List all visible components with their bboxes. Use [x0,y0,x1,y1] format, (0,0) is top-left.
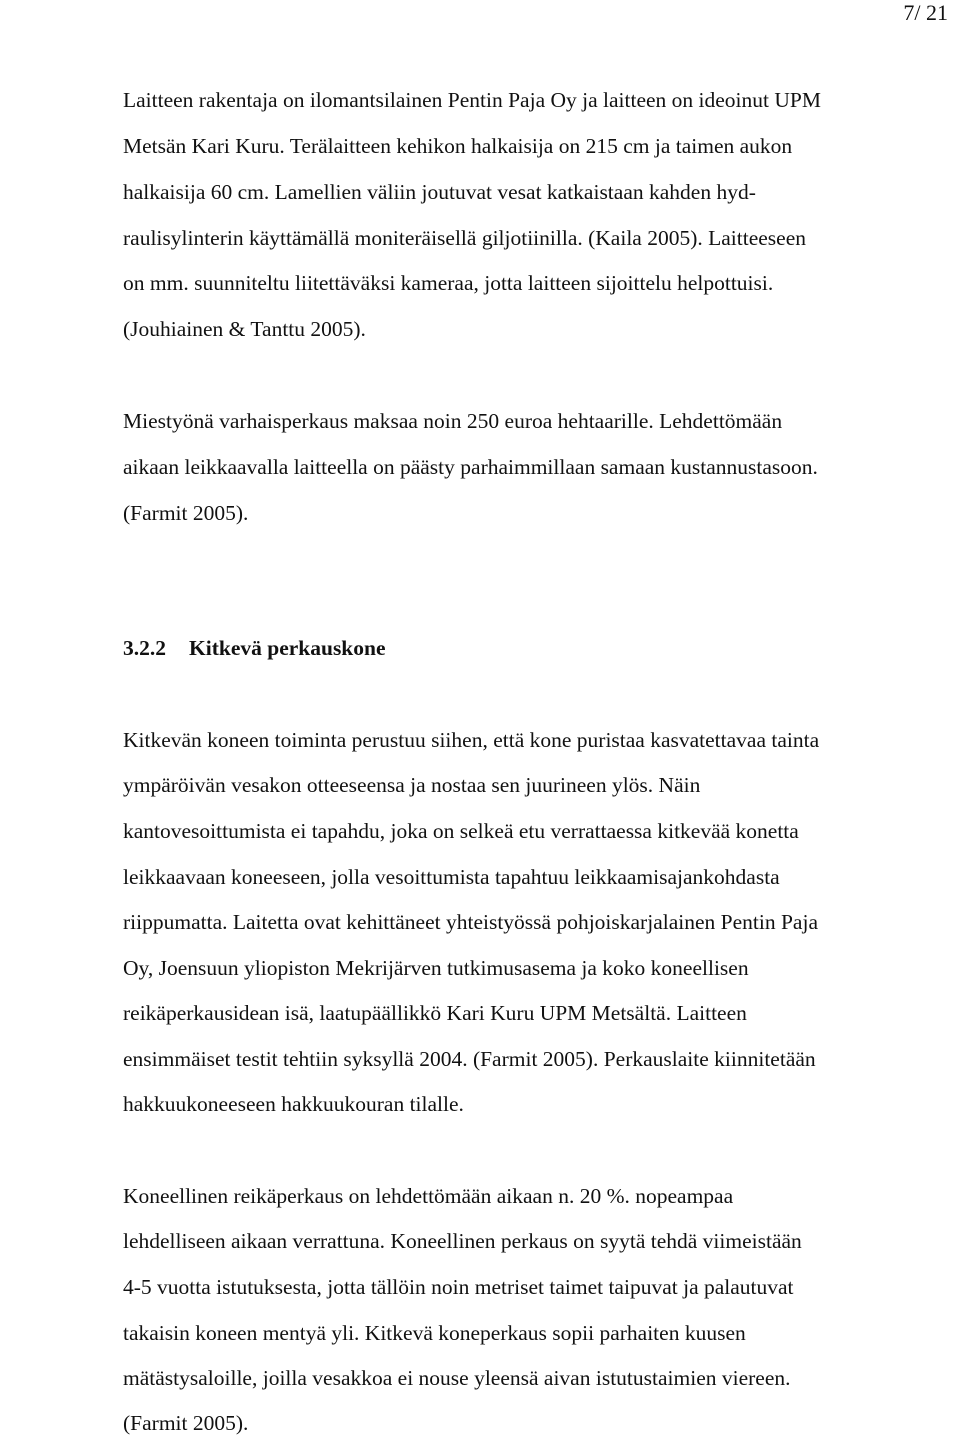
paragraph-1-line: Metsän Kari Kuru. Terälaitteen kehikon halkaisija on 215 cm ja taimen aukon [123,134,793,158]
paragraph-3-line: hakkuukoneeseen hakkuukouran tilalle. [123,1092,464,1116]
paragraph-1-line: raulisylinterin käyttämällä moniteräisellä giljotiinilla. (Kaila 2005). Laitteeseen [123,226,807,250]
paragraph-1-line: halkaisija 60 cm. Lamellien väliin joutuvat vesat katkaistaan kahden hyd- [123,180,756,204]
paragraph-1-line: Laitteen rakentaja on ilomantsilainen Pentin Paja Oy ja laitteen on ideoinut UPM [123,88,821,112]
paragraph-4-line: mätästysaloille, joilla vesakkoa ei nouse yleensä aivan istutustaimien viereen. [123,1366,791,1390]
paragraph-3-line: ensimmäiset testit tehtiin syksyllä 2004. (Farmit 2005). Perkauslaite kiinnitetään [123,1047,816,1071]
paragraph-1-line: on mm. suunniteltu liitettäväksi kameraa, jotta laitteen sijoittelu helpottuisi. [123,271,774,295]
paragraph-1-line: (Jouhiainen & Tanttu 2005). [123,317,366,341]
paragraph-2-line: (Farmit 2005). [123,501,249,525]
paragraph-3-line: kantovesoittumista ei tapahdu, joka on selkeä etu verrattaessa kitkevää konetta [123,819,799,843]
paragraph-3-line: leikkaavaan koneeseen, jolla vesoittumista tapahtuu leikkaamisajankohdasta [123,865,780,889]
paragraph-4-line: Koneellinen reikäperkaus on lehdettömään aikaan n. 20 %. nopeampaa [123,1184,734,1208]
paragraph-4-line: (Farmit 2005). [123,1411,249,1435]
section-heading [123,635,386,661]
paragraph-3-line: riippumatta. Laitetta ovat kehittäneet yhteistyössä pohjoiskarjalainen Pentin Paja [123,910,818,934]
paragraph-4-line: takaisin koneen mentyä yli. Kitkevä koneperkaus sopii parhaiten kuusen [123,1321,746,1345]
paragraph-3-line: reikäperkausidean isä, laatupäällikkö Kari Kuru UPM Metsältä. Laitteen [123,1001,747,1025]
paragraph-3-line: Kitkevän koneen toiminta perustuu siihen, että kone puristaa kasvatettavaa tainta [123,728,820,752]
paragraph-4-line: 4-5 vuotta istutuksesta, jotta tällöin noin metriset taimet taipuvat ja palautuvat [123,1275,794,1299]
paragraph-2-line: Miestyönä varhaisperkaus maksaa noin 250 euroa hehtaarille. Lehdettömään [123,409,783,433]
paragraph-2-line: aikaan leikkaavalla laitteella on päästy parhaimmillaan samaan kustannustasoon. [123,455,818,479]
section-title: Kitkevä perkauskone [189,636,386,660]
page-number: 7/ 21 [903,0,948,25]
paragraph-3-line: Oy, Joensuun yliopiston Mekrijärven tutkimusasema ja koko koneellisen [123,956,749,980]
paragraph-4-line: lehdelliseen aikaan verrattuna. Koneellinen perkaus on syytä tehdä viimeistään [123,1229,802,1253]
paragraph-3-line: ympäröivän vesakon otteeseensa ja nostaa sen juurineen ylös. Näin [123,773,701,797]
section-number: 3.2.2 [123,636,166,660]
